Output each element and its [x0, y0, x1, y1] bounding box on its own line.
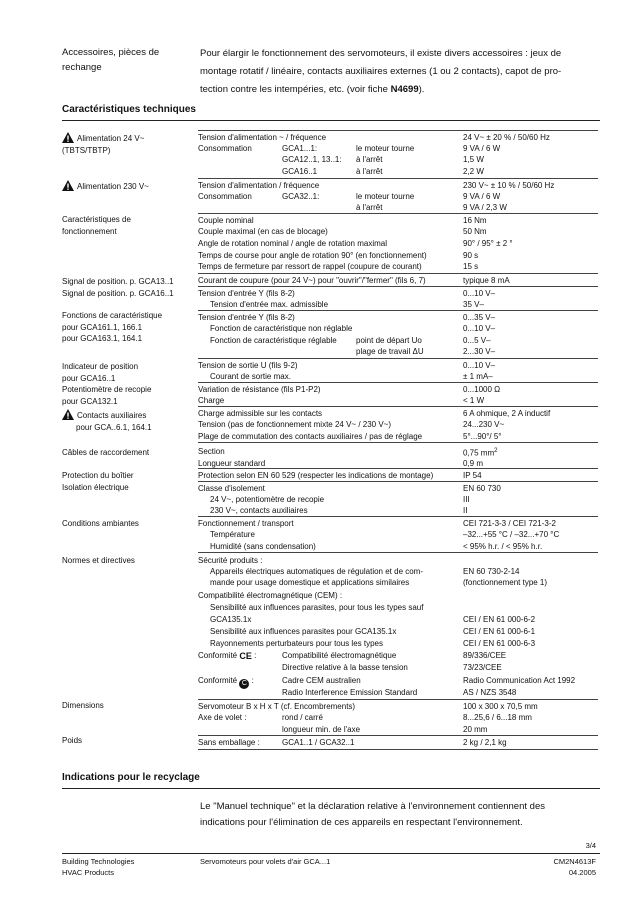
- footer-doc-meta: CM2N4613F 04.2005: [553, 857, 596, 877]
- label-aux-contacts: Contacts auxiliaires pour GCA..6.1, 164.1: [62, 409, 197, 433]
- label-cables: Câbles de raccordement: [62, 448, 150, 457]
- footer-rule: [62, 853, 600, 854]
- label-protection: Protection du boîtier Isolation électrique: [62, 471, 134, 492]
- label-char-function: Fonctions de caractéristique pour GCA161.1, 166.1 pour GCA163.1, 164.1: [62, 311, 163, 343]
- accessories-text: Pour élargir le fonctionnement des servomoteurs, il existe divers accessoires : jeux de montage rotatif / linéaire, contacts auxiliaires externes (1 ou 2 contacts), capot de pro- tection contre les intempéries, etc. (voir fiche N4699).: [200, 48, 562, 95]
- spec-block-aux-contacts: Charge admissible sur les contacts 6 A ohmique, 2 A inductif Tension (pas de fonctionnement mixte 24 V~ / 230 V~) 24...230 V~ Plage de commutation des contacts auxiliaires / pas de réglage 5°...90°/ 5°: [198, 406, 598, 443]
- tech-heading: Caractéristiques techniques: [62, 104, 196, 115]
- label-function: Caractéristiques de fonctionnement: [62, 215, 131, 236]
- recycling-heading-rule: [62, 788, 600, 789]
- spec-block-cables: Section 0,75 $mm^2$ Longueur standard 0,9 m: [198, 442, 598, 469]
- page-number: 3/4: [585, 841, 596, 850]
- spec-block-function: Couple nominal 16 Nm Couple maximal (en cas de blocage) 50 Nm Angle de rotation nominal / angle de rotation maximal 90° / 95° ± 2 ° Temps de course pour angle de rotation 90° (en fonctionnement) 90 s Temps de fermeture par ressort de rappel (coupure de courant) 15 s: [198, 213, 598, 274]
- datasheet-ref: N4699: [390, 84, 419, 95]
- spec-block-dimensions: Servomoteur B x H x T (cf. Encombrements) 100 x 300 x 70,5 mm Axe de volet : rond / carré 8...25,6 / 6...18 mm longueur min. de l'axe 20 mm: [198, 699, 598, 736]
- label-weight: Poids: [62, 736, 83, 745]
- warning-icon: [62, 132, 74, 143]
- footer-company: Building Technologies HVAC Products: [62, 857, 135, 877]
- spec-block-supply-230: Tension d'alimentation / fréquence 230 V~ ± 10 % / 50/60 Hz Consommation GCA32..1: le moteur tourne 9 VA / 6 W à l'arrêt 9 VA / 2,3 W: [198, 178, 598, 214]
- label-dimensions: Dimensions: [62, 701, 104, 710]
- spec-block-input-char: Tension d'entrée Y (fils 8-2) 0...35 V– Fonction de caractéristique non réglable 0...10 V– Fonction de caractéristique réglable point de départ Uo 0...5 V– plage de travail ΔU 2...30 V–: [198, 310, 598, 359]
- accessories-label: Accessoires, pièces de rechange: [62, 47, 160, 73]
- label-potentiometer: Potentiomètre de recopie pour GCA132.1: [62, 385, 152, 406]
- label-position-signal: Signal de position. p. GCA13..1 Signal de position. p. GCA16..1: [62, 277, 174, 298]
- c-tick-mark-icon: C: [239, 679, 249, 689]
- warning-icon: [62, 180, 74, 191]
- spec-row-weight: Sans emballage : GCA1..1 / GCA32..1 2 kg / 2,1 kg: [198, 735, 598, 750]
- spec-block-input-y: Tension d'entrée Y (fils 8-2) 0...10 V– Tension d'entrée max. admissible 35 V–: [198, 286, 598, 311]
- label-norms: Normes et directives: [62, 556, 135, 565]
- label-ambient: Conditions ambiantes: [62, 519, 139, 528]
- spec-block-ambient: Fonctionnement / transport CEI 721-3-3 / CEI 721-3-2 Température –32...+55 °C / –32...+70 °C Humidité (sans condensation) < 95% h.r. / < 95% h.r.: [198, 516, 598, 553]
- tech-heading-rule: [62, 120, 600, 121]
- footer-doc-title: Servomoteurs pour volets d'air GCA...1: [200, 857, 331, 866]
- spec-block-output-u: Tension de sortie U (fils 9-2) 0...10 V– Courant de sortie max. ± 1 mA–: [198, 358, 598, 383]
- label-supply-24: Alimentation 24 V~ (TBTS/TBTP): [62, 134, 145, 155]
- ce-mark-icon: CE: [239, 651, 252, 661]
- spec-block-norms: Sécurité produits : Appareils électriques automatiques de régulation et de com- EN 60 730-2-14 mande pour usage domestique et applications similaires (fonctionnement type 1) Compatibilité électromagnétique (CEM) : Sensibilité aux influences parasites, pour tous les types sauf GCA135.1x CEI / EN 61 000-6-2 Sensibilité aux influences parasites pour GCA135.1x CEI / EN 61 000-6-1 Rayonnements perturbateurs pour tous les types CEI / EN 61 000-6-3 Conformité CE : Compatibilité électromagnétique 89/336/CEE Directive relative à la basse tension 73/23/CEE Conformité C : Cadre CEM australien Radio Communication Act 1992 Radio Interference Emission Standard AS / NZS 3548: [198, 552, 598, 700]
- label-supply-230: Alimentation 230 V~: [62, 180, 197, 193]
- recycling-heading: Indications pour le recyclage: [62, 772, 200, 783]
- spec-block-supply-24: Tension d'alimentation ~ / fréquence 24 V~ ± 20 % / 50/60 Hz Consommation GCA1...1: le moteur tourne 9 VA / 6 W GCA12..1, 13..1: à l'arrêt 1,5 W GCA16..1 à l'arrêt 2,2 W: [198, 130, 598, 179]
- recycling-text: Le "Manuel technique" et la déclaration relative à l'environnement contiennent des indications pour l'élimination de ces appareils en respectant l'environnement.: [200, 801, 545, 828]
- warning-icon: [62, 409, 74, 420]
- label-position-indicator: Indicateur de position pour GCA16..1: [62, 362, 139, 383]
- spec-row-cutoff-current: Courant de coupure (pour 24 V~) pour "ouvrir"/"fermer" (fils 6, 7) typique 8 mA: [198, 273, 598, 287]
- spec-row-protection: Protection selon EN 60 529 (respecter les indications de montage) IP 54: [198, 468, 598, 482]
- spec-block-insulation: Classe d'isolement EN 60 730 24 V~, potentiomètre de recopie III 230 V~, contacts auxiliaires II: [198, 481, 598, 517]
- spec-block-potentiometer: Variation de résistance (fils P1-P2) 0...1000 Ω Charge < 1 W: [198, 382, 598, 407]
